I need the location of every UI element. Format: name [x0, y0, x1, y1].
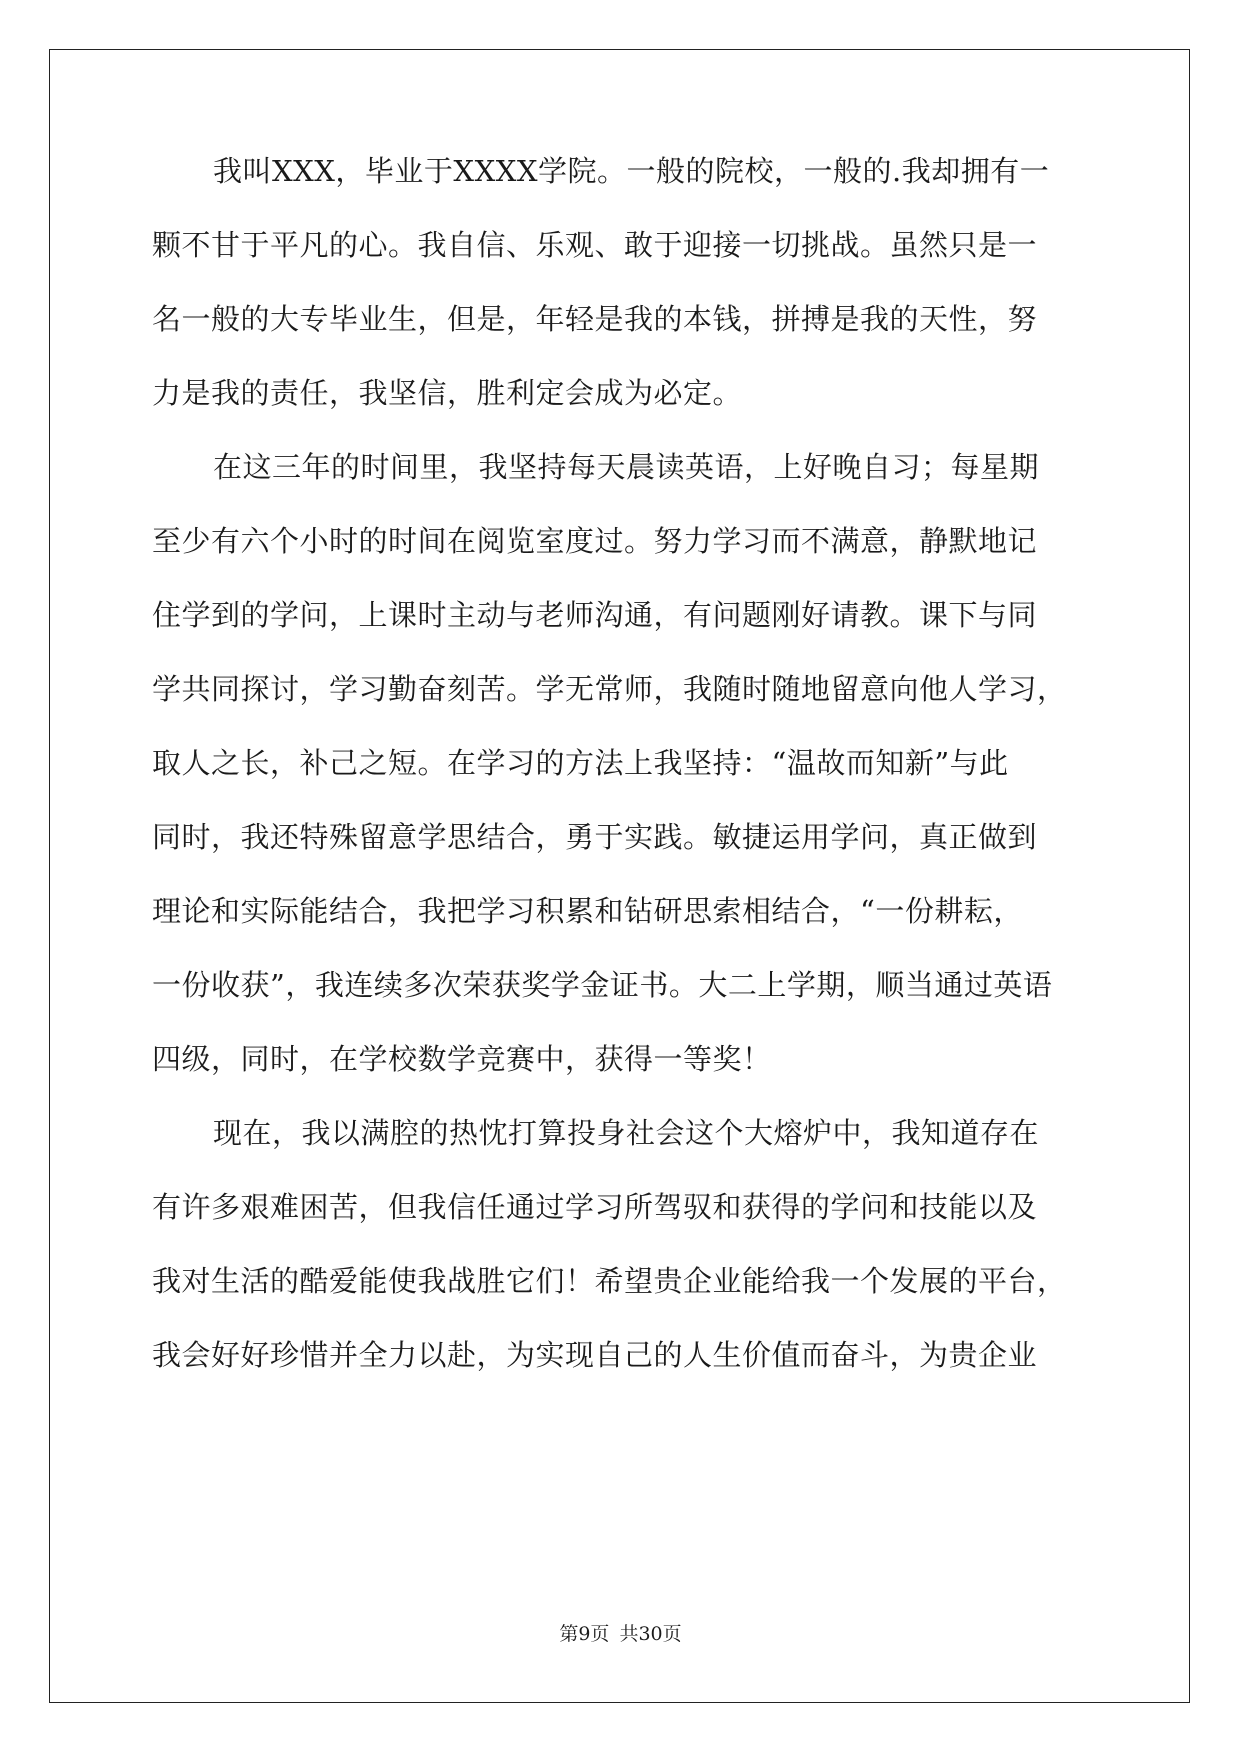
page-number: 第9页: [559, 1623, 610, 1645]
paragraph-2-line-5: 取人之长，补己之短。在学习的方法上我坚持：“温故而知新”与此: [152, 746, 1009, 780]
paragraph-2-line-9: 四级，同时，在学校数学竞赛中，获得一等奖！: [152, 1042, 772, 1076]
paragraph-2-line-6: 同时，我还特殊留意学思结合，勇于实践。敏捷运用学问，真正做到: [152, 820, 1038, 854]
paragraph-3-line-3: 我对生活的酷爱能使我战胜它们！希望贵企业能给我一个发展的平台，: [152, 1264, 1067, 1298]
paragraph-1-line-4: 力是我的责任，我坚信，胜利定会成为必定。: [152, 376, 743, 410]
paragraph-2-line-7: 理论和实际能结合，我把学习积累和钻研思索相结合，“一份耕耘，: [152, 894, 1023, 928]
page-footer: [0, 1621, 1241, 1647]
paragraph-3-line-4: 我会好好珍惜并全力以赴，为实现自己的人生价值而奋斗，为贵企业: [152, 1338, 1038, 1372]
page-total: 共30页: [619, 1623, 682, 1645]
paragraph-1-line-3: 名一般的大专毕业生，但是，年轻是我的本钱，拼搏是我的天性，努: [152, 302, 1038, 336]
paragraph-2-line-1: 在这三年的时间里，我坚持每天晨读英语，上好晚自习；每星期: [213, 450, 1040, 484]
paragraph-1-line-2: 颗不甘于平凡的心。我自信、乐观、敢于迎接一切挑战。虽然只是一: [152, 228, 1038, 262]
paragraph-2-line-2: 至少有六个小时的时间在阅览室度过。努力学习而不满意，静默地记: [152, 524, 1038, 558]
paragraph-1-line-1: 我叫XXX，毕业于XXXX学院。一般的院校，一般的.我却拥有一: [213, 154, 1050, 188]
paragraph-2-line-4: 学共同探讨，学习勤奋刻苦。学无常师，我随时随地留意向他人学习，: [152, 672, 1067, 706]
paragraph-3-line-1: 现在，我以满腔的热忱打算投身社会这个大熔炉中，我知道存在: [213, 1116, 1040, 1150]
paragraph-2-line-3: 住学到的学问，上课时主动与老师沟通，有问题刚好请教。课下与同: [152, 598, 1038, 632]
paragraph-2-line-8: 一份收获”，我连续多次荣获奖学金证书。大二上学期，顺当通过英语: [152, 968, 1053, 1002]
paragraph-3-line-2: 有许多艰难困苦，但我信任通过学习所驾驭和获得的学问和技能以及: [152, 1190, 1038, 1224]
